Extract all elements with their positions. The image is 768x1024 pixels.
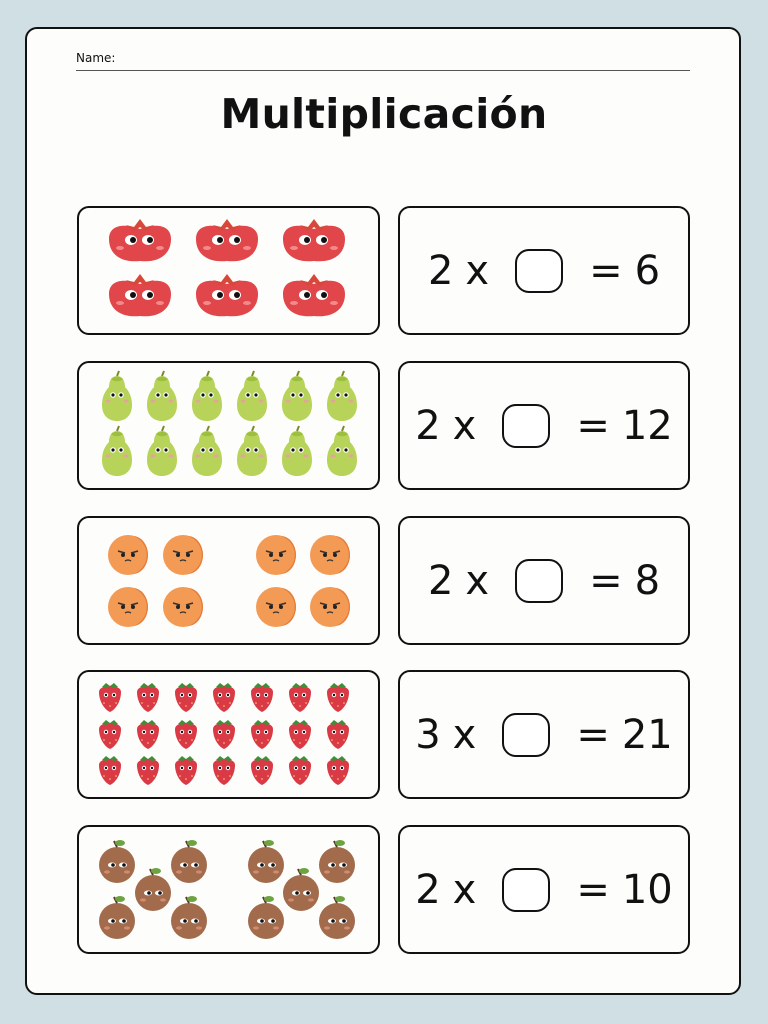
strawberry-icon xyxy=(137,683,159,712)
strawberry-icon xyxy=(251,756,273,785)
strawberry-icon xyxy=(137,756,159,785)
answer-blank[interactable] xyxy=(515,249,563,293)
pear-icon xyxy=(102,371,132,421)
orange-icon xyxy=(256,535,296,575)
orange-icon xyxy=(163,587,203,627)
pear-icon xyxy=(102,426,132,476)
pear-icon xyxy=(282,371,312,421)
kiwi-icon xyxy=(135,868,171,911)
kiwi-icon xyxy=(283,868,319,911)
pear-icon xyxy=(192,371,222,421)
equation-box-2 xyxy=(398,361,690,490)
strawberry-icon xyxy=(99,720,121,749)
strawberry-icon xyxy=(251,720,273,749)
tomato-icon xyxy=(283,274,345,316)
answer-blank[interactable] xyxy=(502,404,550,448)
pear-icon xyxy=(237,371,267,421)
times-sign: x xyxy=(465,247,490,294)
strawberry-icon xyxy=(213,756,235,785)
factor-a: 3 xyxy=(415,711,441,758)
times-sign: x xyxy=(452,866,477,913)
strawberry-group xyxy=(79,672,378,797)
strawberry-icon xyxy=(251,683,273,712)
factor-a: 2 xyxy=(415,402,441,449)
equation-box-1 xyxy=(398,206,690,335)
strawberry-icon xyxy=(213,720,235,749)
pear-icon xyxy=(327,426,357,476)
strawberry-icon xyxy=(327,683,349,712)
name-label: Name: xyxy=(76,51,116,65)
strawberry-icon xyxy=(289,756,311,785)
name-field xyxy=(76,49,690,73)
pear-icon xyxy=(192,426,222,476)
strawberry-icon xyxy=(99,756,121,785)
pear-icon xyxy=(147,426,177,476)
orange-icon xyxy=(163,535,203,575)
factor-a: 2 xyxy=(427,247,454,294)
equals-sign: = xyxy=(589,557,623,604)
page-title: Multiplicación xyxy=(220,90,548,138)
orange-icon xyxy=(108,587,148,627)
answer-blank[interactable] xyxy=(515,559,563,603)
orange-group xyxy=(79,518,378,643)
tomato-icon xyxy=(196,219,258,261)
tomato-icon xyxy=(109,219,171,261)
kiwi-icon xyxy=(99,896,135,939)
times-sign: x xyxy=(452,402,477,449)
product-value: 12 xyxy=(621,402,673,449)
tomato-icon xyxy=(109,274,171,316)
tomato-icon xyxy=(283,219,345,261)
pear-group xyxy=(79,363,378,488)
kiwi-icon xyxy=(319,896,355,939)
times-sign: x xyxy=(465,557,490,604)
strawberry-icon xyxy=(289,720,311,749)
pear-icon xyxy=(282,426,312,476)
product-value: 6 xyxy=(634,247,661,294)
pear-picture-box xyxy=(77,361,380,490)
strawberry-icon xyxy=(213,683,235,712)
strawberry-icon xyxy=(137,720,159,749)
equation-box-4 xyxy=(398,670,690,799)
orange-icon xyxy=(310,587,350,627)
tomato-group xyxy=(79,208,378,333)
equation-box-3 xyxy=(398,516,690,645)
strawberry-icon xyxy=(327,720,349,749)
strawberry-icon xyxy=(175,756,197,785)
equals-sign: = xyxy=(589,247,623,294)
strawberry-icon xyxy=(327,756,349,785)
orange-icon xyxy=(256,587,296,627)
answer-blank[interactable] xyxy=(502,713,550,757)
kiwi-group xyxy=(79,827,378,952)
kiwi-icon xyxy=(171,896,207,939)
strawberry-icon xyxy=(175,683,197,712)
orange-picture-box xyxy=(77,516,380,645)
pear-icon xyxy=(147,371,177,421)
tomato-icon xyxy=(196,274,258,316)
kiwi-icon xyxy=(319,840,355,883)
equals-sign: = xyxy=(576,711,610,758)
times-sign: x xyxy=(452,711,477,758)
equals-sign: = xyxy=(576,402,610,449)
strawberry-icon xyxy=(99,683,121,712)
pear-icon xyxy=(237,426,267,476)
answer-blank[interactable] xyxy=(502,868,550,912)
orange-icon xyxy=(310,535,350,575)
product-value: 8 xyxy=(634,557,661,604)
kiwi-icon xyxy=(99,840,135,883)
factor-a: 2 xyxy=(427,557,454,604)
strawberry-picture-box xyxy=(77,670,380,799)
pear-icon xyxy=(327,371,357,421)
product-value: 21 xyxy=(621,711,673,758)
name-line[interactable] xyxy=(76,70,690,71)
kiwi-icon xyxy=(248,896,284,939)
orange-icon xyxy=(108,535,148,575)
factor-a: 2 xyxy=(415,866,441,913)
strawberry-icon xyxy=(289,683,311,712)
equals-sign: = xyxy=(576,866,610,913)
kiwi-icon xyxy=(248,840,284,883)
strawberry-icon xyxy=(175,720,197,749)
product-value: 10 xyxy=(621,866,673,913)
kiwi-picture-box xyxy=(77,825,380,954)
tomato-picture-box xyxy=(77,206,380,335)
equation-box-5 xyxy=(398,825,690,954)
kiwi-icon xyxy=(171,840,207,883)
